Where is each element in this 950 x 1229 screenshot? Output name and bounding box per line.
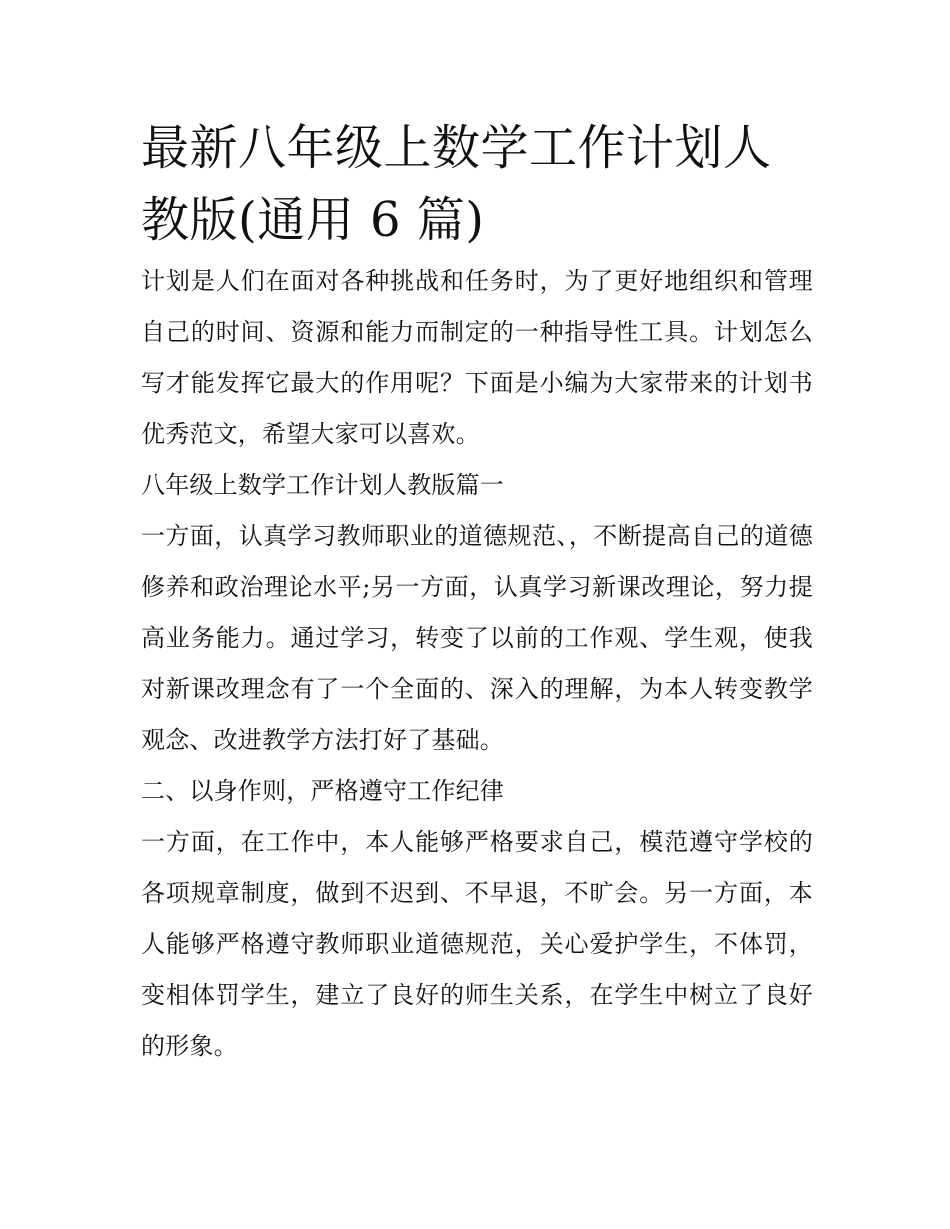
section-heading-2: 二、以身作则，严格遵守工作纪律	[141, 777, 504, 805]
document-title	[141, 112, 813, 256]
intro-paragraph: 计划是人们在面对各种挑战和任务时，为了更好地组织和管理自己的时间、资源和能力而制定的一种指导性工具。计划怎么写才能发挥它最大的作用呢？下面是小编为大家带来的计划书优秀范文，希望大家可以喜欢。	[141, 267, 813, 448]
document-page	[141, 112, 813, 1072]
body-paragraph-1: 一方面，认真学习教师职业的道德规范、，不断提高自己的道德修养和政治理论水平;另一方面，认真学习新课改理论，努力提高业务能力。通过学习，转变了以前的工作观、学生观，使我对新课改理念有了一个全面的、深入的理解，为本人转变教学观念、改进教学方法打好了基础。	[141, 522, 813, 754]
title-line-2: 教版(通用 6 篇)	[141, 192, 485, 248]
title-line-1: 最新八年级上数学工作计划人	[141, 120, 772, 176]
body-paragraph-2: 一方面，在工作中，本人能够严格要求自己，模范遵守学校的各项规章制度，做到不迟到、不早退，不旷会。另一方面，本人能够严格遵守教师职业道德规范，关心爱护学生，不体罚，变相体罚学生，建立了良好的师生关系，在学生中树立了良好的形象。	[141, 828, 813, 1060]
section-heading-1: 八年级上数学工作计划人教版篇一	[141, 471, 504, 499]
